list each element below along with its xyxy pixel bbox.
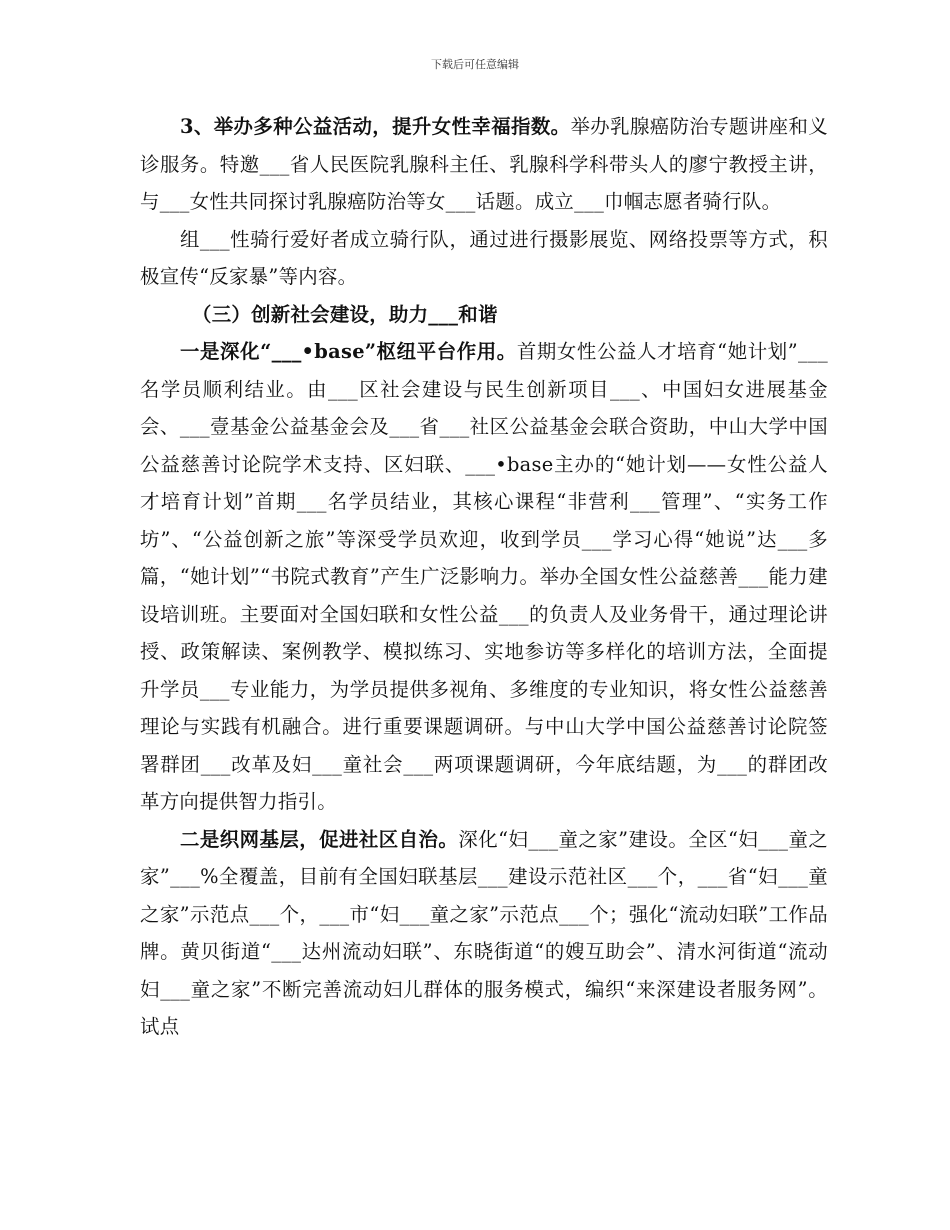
paragraph-text: 组___性骑行爱好者成立骑行队，通过进行摄影展览、网络投票等方式，积极宣传“反家暴”等内容。 xyxy=(140,227,828,288)
paragraph-lead: 3、举办多种公益活动，提升女性幸福指数。 xyxy=(180,115,571,138)
document-body xyxy=(140,108,828,1046)
section-heading xyxy=(140,296,828,334)
paragraph xyxy=(140,221,828,296)
page-header: 下载后可任意编辑 xyxy=(431,58,519,71)
paragraph-lead: 二是织网基层，促进社区自治。 xyxy=(180,827,459,851)
paragraph xyxy=(140,108,828,221)
paragraph xyxy=(140,821,828,1046)
paragraph-text: 首期女性公益人才培育“她计划”___名学员顺利结业。由___区社会建设与民生创新项目___、中国妇女进展基金会、___壹基金公益基金会及___省___社区公益基金会联合资助，中山大学中国公益慈善讨论院学术支持、区妇联、___•base主办的“她计划——女性公益人才培育计划”首期___名学员结业，其核心课程“非营利___管理”、“实务工作坊”、“公益创新之旅”等深受学员欢迎，收到学员___学习心得“她说”达___多篇，“她计划”“书院式教育”产生广泛影响力。举办全国女性公益慈善___能力建设培训班。主要面对全国妇联和女性公益___的负责人及业务骨干，通过理论讲授、政策解读、案例教学、模拟练习、实地参访等多样化的培训方法，全面提升学员___专业能力，为学员提供多视角、多维度的专业知识，将女性公益慈善理论与实践有机融合。进行重要课题调研。与中山大学中国公益慈善讨论院签署群团___改革及妇___童社会___两项课题调研，今年底结题，为___的群团改革方向提供智力指引。 xyxy=(140,340,828,813)
paragraph xyxy=(140,333,828,821)
paragraph-text: 深化“妇___童之家”建设。全区“妇___童之家”___%全覆盖，目前有全国妇联基层___建设示范社区___个，___省“妇___童之家”示范点___个，___市“妇___童之家”示范点___个；强化“流动妇联”工作品牌。黄贝街道“___达州流动妇联”、东晓街道“的嫂互助会”、清水河街道“流动妇___童之家”不断完善流动妇儿群体的服务模式，编织“来深建设者服务网”。试点 xyxy=(140,827,829,1038)
section-heading-text: （三）创新社会建设，助力___和谐 xyxy=(192,302,498,326)
paragraph-lead: 一是深化“___•base”枢纽平台作用。 xyxy=(180,340,517,363)
paragraph-text: 举办乳腺癌防治专题讲座和义诊服务。特邀___省人民医院乳腺科主任、乳腺科学科带头人的廖宁教授主讲，与___女性共同探讨乳腺癌防治等女___话题。成立___巾帼志愿者骑行队。 xyxy=(140,115,828,213)
